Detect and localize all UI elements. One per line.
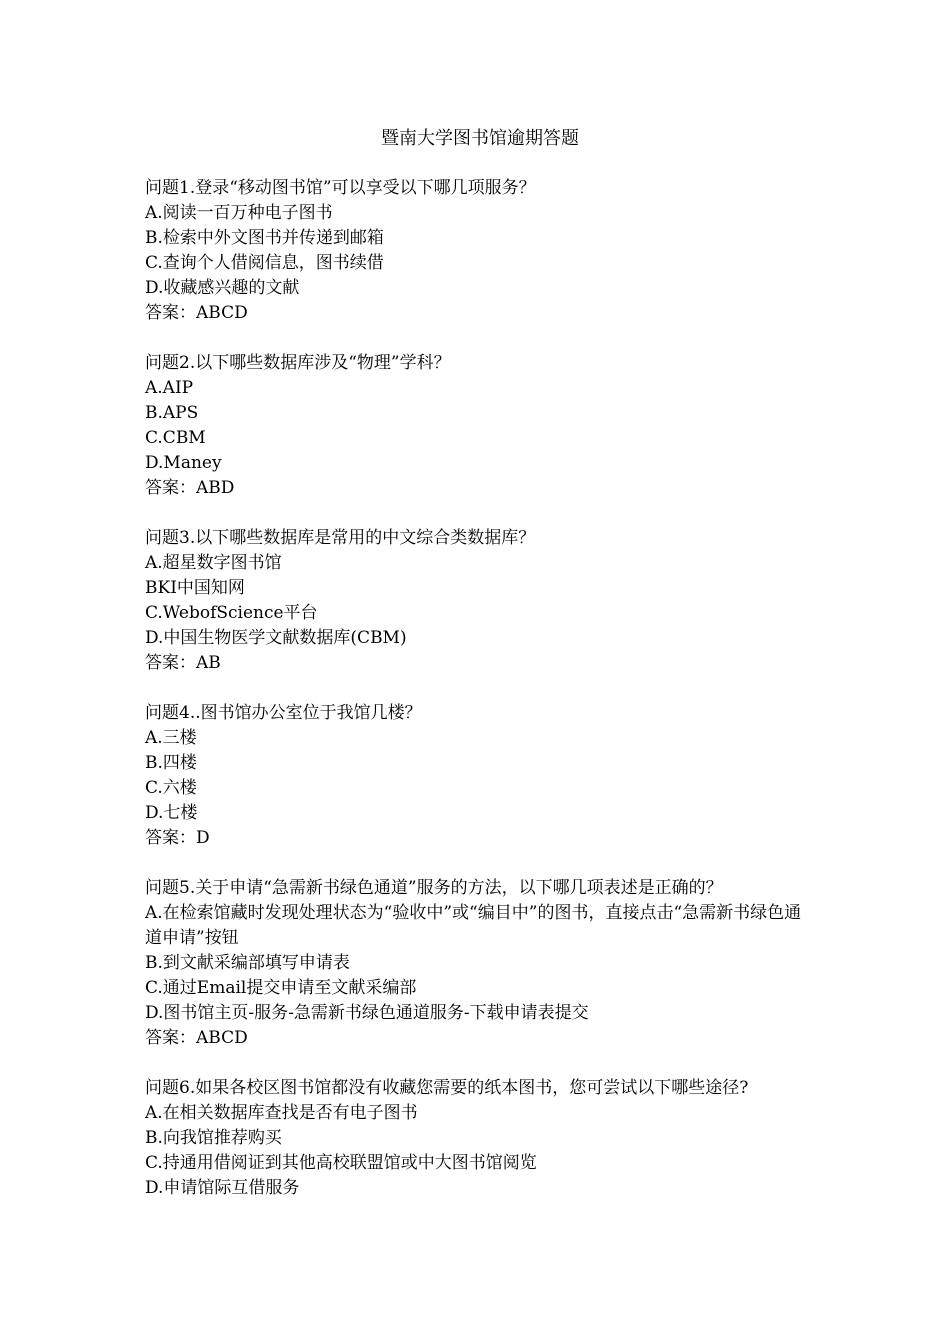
question-stem: 问题6.如果各校区图书馆都没有收藏您需要的纸本图书，您可尝试以下哪些途径? xyxy=(145,1078,749,1098)
option-d: D.七楼 xyxy=(145,803,198,823)
question-stem: 问题2.以下哪些数据库涉及“物理”学科？ xyxy=(145,353,451,373)
option-c: C.通过Email提交申请至文献采编部 xyxy=(145,978,417,998)
answer: 答案：AB xyxy=(145,653,221,673)
question-stem: 问题5.关于申请“急需新书绿色通道”服务的方法，以下哪几项表述是正确的？ xyxy=(145,878,723,898)
option-a: A.在检索馆藏时发现处理状态为“验收中”或“编目中”的图书，直接点击“急需新书绿色通道申请”按钮 xyxy=(145,903,802,948)
answer: 答案：ABCD xyxy=(145,1028,248,1048)
question-6 xyxy=(145,1076,815,1201)
option-d: D.中国生物医学文献数据库(CBM) xyxy=(145,628,407,648)
answer: 答案：ABD xyxy=(145,478,235,498)
document-title: 暨南大学图书馆逾期答题 xyxy=(381,128,579,149)
option-d: D.Maney xyxy=(145,453,222,473)
question-3 xyxy=(145,526,815,676)
answer: 答案：D xyxy=(145,828,210,848)
option-b: B.向我馆推荐购买 xyxy=(145,1128,282,1148)
option-b: BKI中国知网 xyxy=(145,578,245,598)
option-b: B.四楼 xyxy=(145,753,197,773)
option-b: B.APS xyxy=(145,403,199,423)
option-a: A.阅读一百万种电子图书 xyxy=(145,203,333,223)
question-1 xyxy=(145,176,815,326)
option-b: B.到文献采编部填写申请表 xyxy=(145,953,350,973)
question-stem: 问题1.登录“移动图书馆”可以享受以下哪几项服务？ xyxy=(145,178,536,198)
question-5 xyxy=(145,876,815,1051)
option-d: D.申请馆际互借服务 xyxy=(145,1178,300,1198)
question-stem: 问题4..图书馆办公室位于我馆几楼？ xyxy=(145,703,422,723)
option-c: C.查询个人借阅信息，图书续借 xyxy=(145,253,384,273)
option-c: C.六楼 xyxy=(145,778,197,798)
answer: 答案：ABCD xyxy=(145,303,248,323)
question-list xyxy=(145,176,815,1226)
option-a: A.超星数字图书馆 xyxy=(145,553,282,573)
option-c: C.持通用借阅证到其他高校联盟馆或中大图书馆阅览 xyxy=(145,1153,537,1173)
question-2 xyxy=(145,351,815,501)
option-c: C.WebofScience平台 xyxy=(145,603,318,623)
option-d: D.图书馆主页-服务-急需新书绿色通道服务-下载申请表提交 xyxy=(145,1003,589,1023)
option-c: C.CBM xyxy=(145,428,206,448)
question-4 xyxy=(145,701,815,851)
option-d: D.收藏感兴趣的文献 xyxy=(145,278,300,298)
option-b: B.检索中外文图书并传递到邮箱 xyxy=(145,228,384,248)
option-a: A.三楼 xyxy=(145,728,197,748)
option-a: A.AIP xyxy=(145,378,194,398)
option-a: A.在相关数据库查找是否有电子图书 xyxy=(145,1103,418,1123)
question-stem: 问题3.以下哪些数据库是常用的中文综合类数据库？ xyxy=(145,528,536,548)
